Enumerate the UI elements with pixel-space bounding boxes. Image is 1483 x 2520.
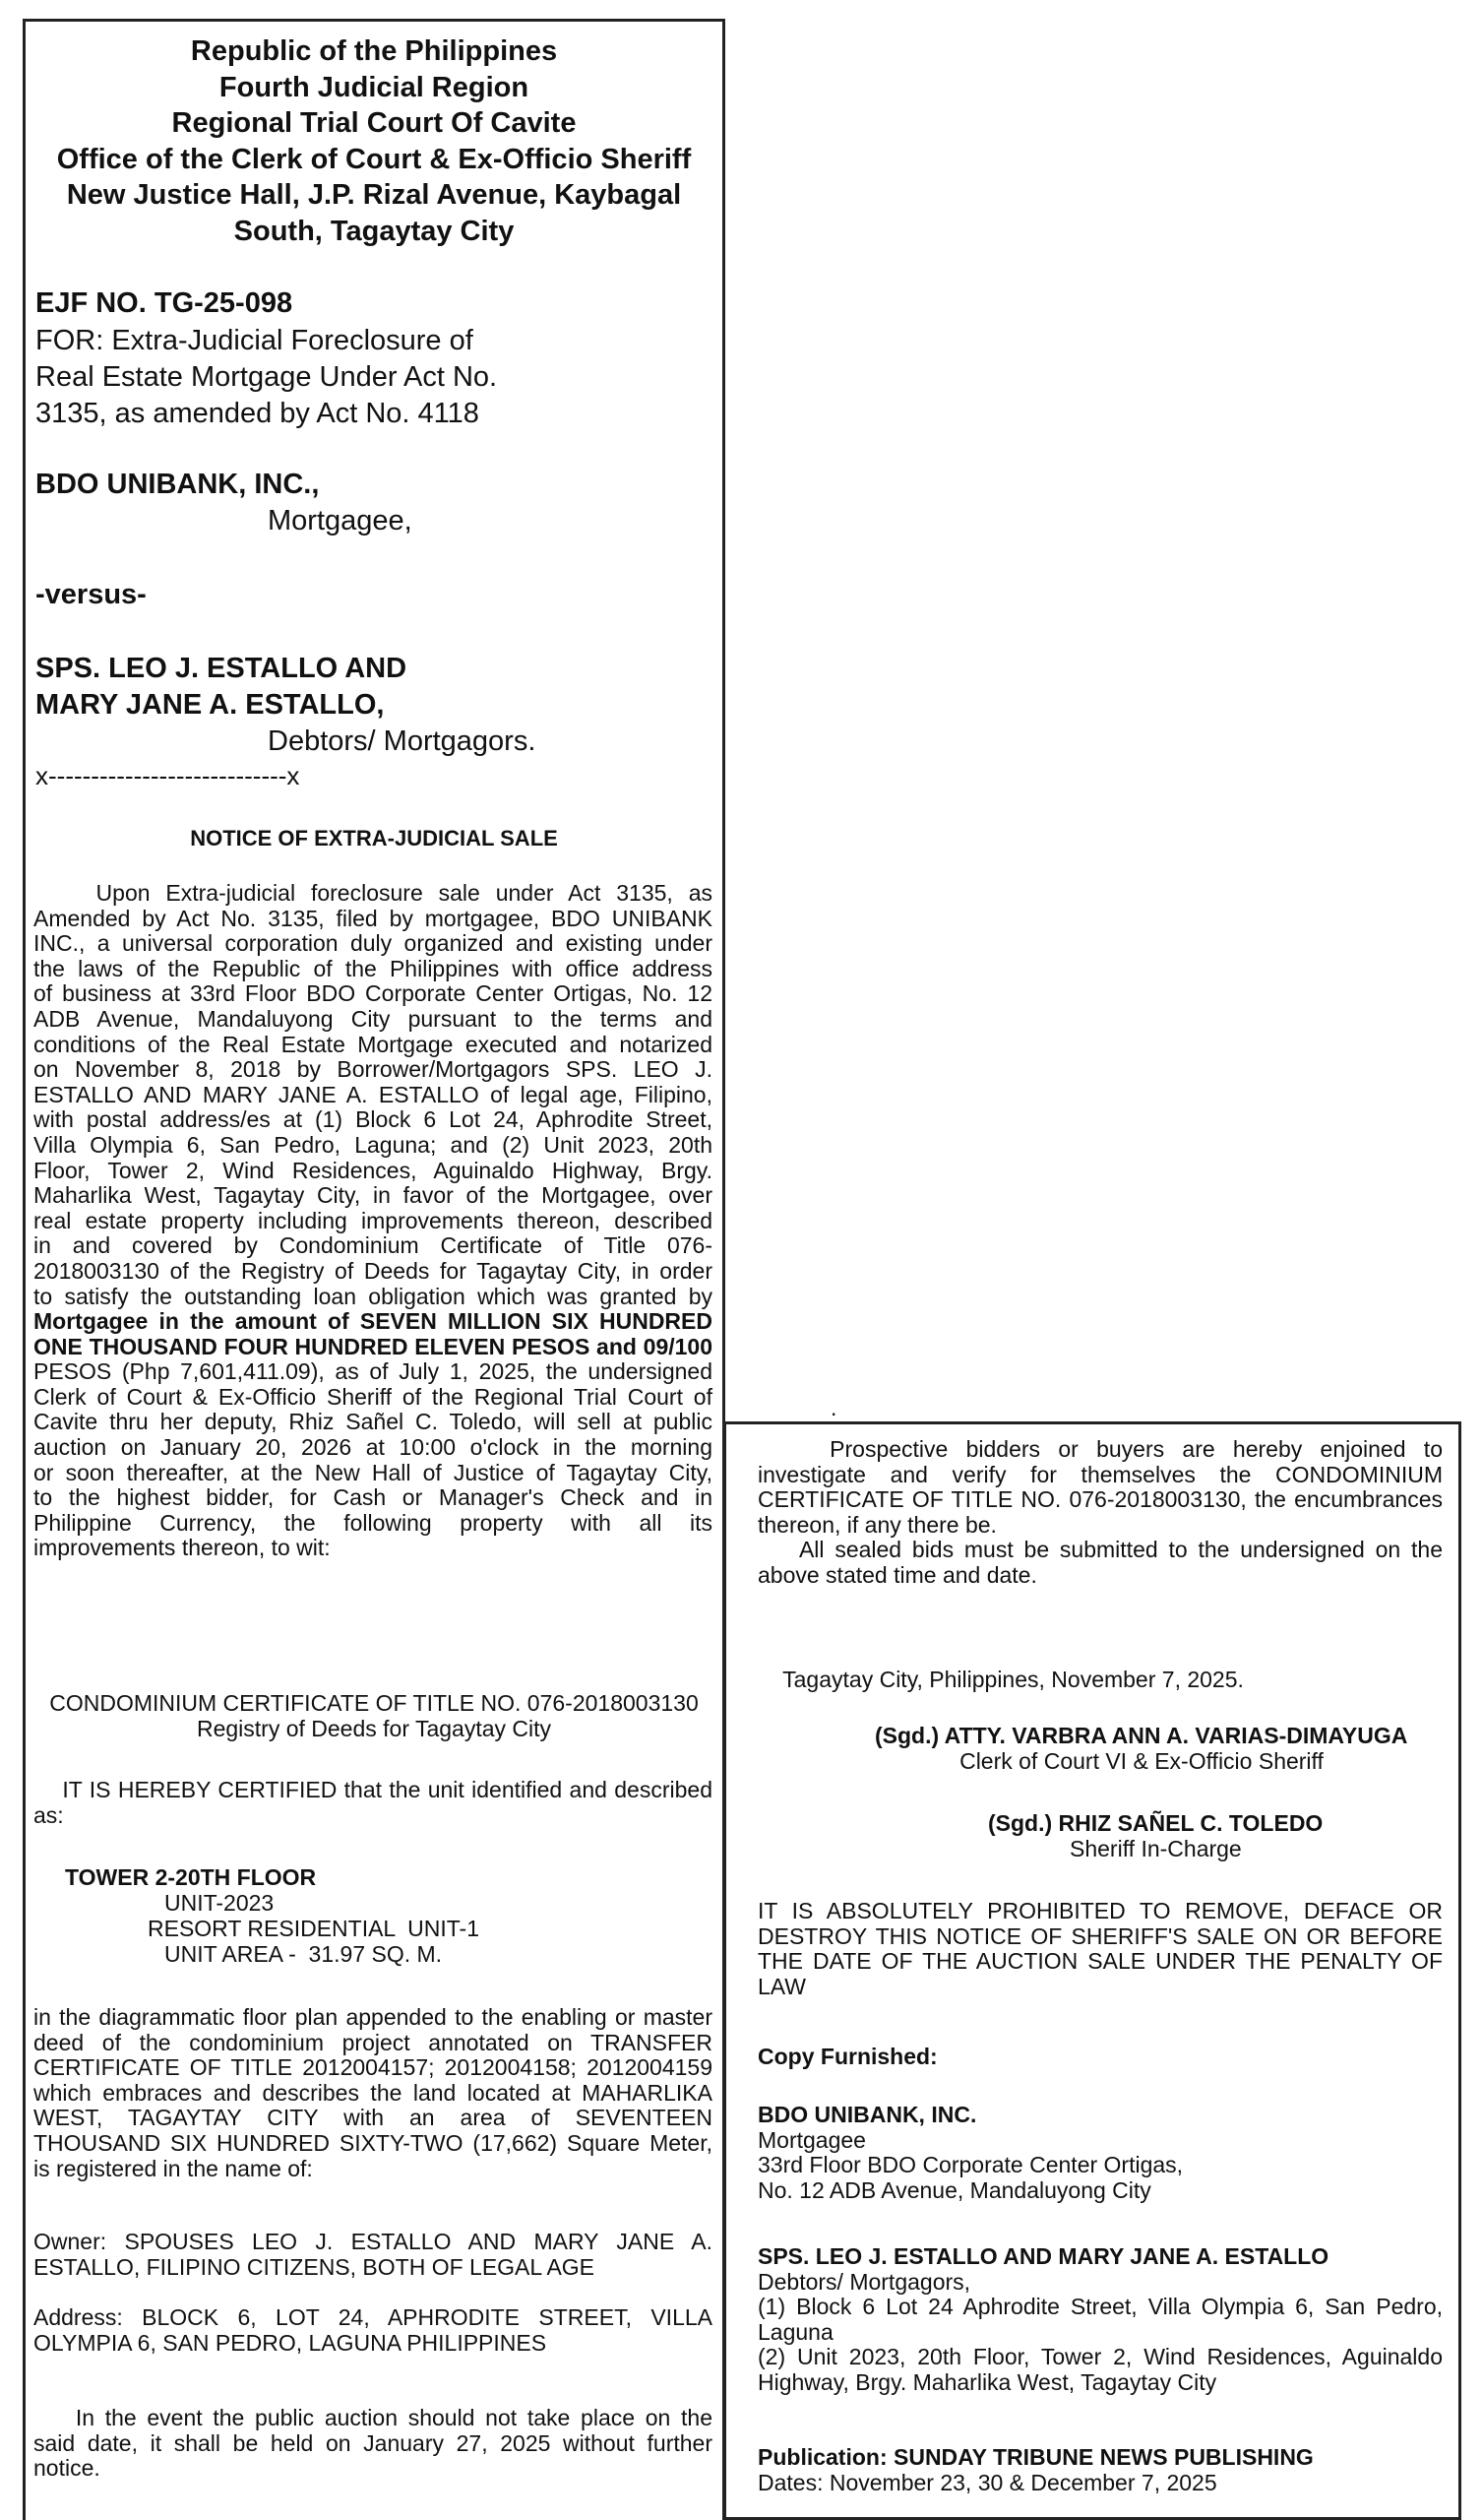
case-for-line-3: 3135, as amended by Act No. 4118 bbox=[35, 398, 479, 429]
paragraph-line: Mortgagee in the amount of SEVEN MILLION SIX HUNDRED bbox=[33, 1308, 712, 1335]
signatory-1-title: Clerk of Court VI & Ex-Officio Sheriff bbox=[959, 1748, 1324, 1774]
case-for-line-1: FOR: Extra-Judicial Foreclosure of bbox=[35, 325, 473, 356]
signatory-2-name: (Sgd.) RHIZ SAÑEL C. TOLEDO bbox=[988, 1810, 1324, 1836]
unit-area: UNIT AREA - 31.97 SQ. M. bbox=[164, 1941, 443, 1967]
header-line-1: Republic of the Philippines bbox=[190, 35, 558, 67]
paragraph-line: Amended by Act No. 3135, filed by mortgagee, BDO UNIBANK bbox=[33, 905, 712, 931]
stray-dot: . bbox=[831, 1395, 837, 1420]
paragraph-line: Maharlika West, Tagaytay City, in favor of the Mortgagee, over bbox=[33, 1182, 712, 1209]
paragraph-line: DESTROY THIS NOTICE OF SHERIFF'S SALE ON OR BEFORE bbox=[758, 1922, 1443, 1949]
paragraph-line: the laws of the Republic of the Philippines with office address bbox=[33, 955, 712, 981]
unit-type: RESORT RESIDENTIAL UNIT-1 bbox=[148, 1916, 479, 1941]
header-line-6: South, Tagaytay City bbox=[233, 216, 515, 247]
paragraph-line: All sealed bids must be submitted to the undersigned on the bbox=[758, 1537, 1443, 1562]
paragraph-line: LAW bbox=[758, 1973, 806, 1999]
paragraph-line: Highway, Brgy. Maharlika West, Tagaytay City bbox=[758, 2368, 1217, 2395]
notice-title: NOTICE OF EXTRA-JUDICIAL SALE bbox=[190, 826, 558, 850]
paragraph-line: real estate property including improvements thereon, described bbox=[33, 1207, 712, 1233]
paragraph-line: thereon, if any there be. bbox=[758, 1511, 997, 1538]
debtors-role: Debtors/ Mortgagors. bbox=[268, 725, 536, 757]
cct-line-2: Registry of Deeds for Tagaytay City bbox=[196, 1716, 552, 1741]
paragraph-line: Owner: SPOUSES LEO J. ESTALLO AND MARY JANE A. bbox=[33, 2229, 712, 2254]
paragraph-line: In the event the public auction should not take place on the bbox=[33, 2405, 712, 2430]
paragraph-line: as: bbox=[33, 1801, 64, 1828]
paragraph-line: CERTIFICATE OF TITLE NO. 076-2018003130, the encumbrances bbox=[758, 1486, 1443, 1513]
paragraph-line: No. 12 ADB Avenue, Mandaluyong City bbox=[758, 2176, 1151, 2203]
publication-line: Publication: SUNDAY TRIBUNE NEWS PUBLISHING bbox=[758, 2444, 1314, 2470]
paragraph-line: ADB Avenue, Mandaluyong City pursuant to the terms and bbox=[33, 1005, 712, 1032]
paragraph-line: Villa Olympia 6, San Pedro, Laguna; and (2) Unit 2023, 20th bbox=[33, 1131, 712, 1158]
paragraph-line: notice. bbox=[33, 2455, 100, 2482]
paragraph-line: on November 8, 2018 by Borrower/Mortgagors SPS. LEO J. bbox=[33, 1056, 712, 1083]
caption-separator: x----------------------------x bbox=[35, 761, 300, 790]
paragraph-line: IT IS HEREBY CERTIFIED that the unit identified and described bbox=[33, 1777, 712, 1802]
paragraph-line: Laguna bbox=[758, 2318, 834, 2345]
paragraph-line: deed of the condominium project annotated on TRANSFER bbox=[33, 2029, 712, 2055]
paragraph-line: with postal address/es at (1) Block 6 Lot 24, Aphrodite Street, bbox=[33, 1106, 712, 1133]
paragraph-line: THOUSAND SIX HUNDRED SIXTY-TWO (17,662) Square Meter, bbox=[33, 2129, 712, 2156]
cf-mortgagee-name: BDO UNIBANK, INC. bbox=[758, 2102, 977, 2127]
notice-paragraph-2 bbox=[33, 2005, 712, 2181]
publication-dates: Dates: November 23, 30 & December 7, 2025 bbox=[758, 2470, 1217, 2495]
case-for-line-2: Real Estate Mortgage Under Act No. bbox=[35, 361, 498, 393]
paragraph-line: or soon thereafter, at the New Hall of Justice of Tagaytay City, bbox=[33, 1459, 712, 1485]
owner-paragraph bbox=[33, 2230, 712, 2280]
paragraph-line: which embraces and describes the land located at MAHARLIKA bbox=[33, 2079, 712, 2106]
paragraph-line: ESTALLO AND MARY JANE A. ESTALLO of legal age, Filipino, bbox=[33, 1081, 712, 1107]
paragraph-line: conditions of the Real Estate Mortgage executed and notarized bbox=[33, 1031, 712, 1057]
paragraph-line: Cavite thru her deputy, Rhiz Sañel C. Toledo, will sell at public bbox=[33, 1409, 712, 1435]
paragraph-line: ONE THOUSAND FOUR HUNDRED ELEVEN PESOS and 09/100 bbox=[33, 1333, 712, 1359]
paragraph-line: above stated time and date. bbox=[758, 1561, 1037, 1588]
notice-paragraph-1 bbox=[33, 881, 712, 1561]
paragraph-line: Mortgagee bbox=[758, 2126, 866, 2153]
paragraph-line: Floor, Tower 2, Wind Residences, Aguinaldo Highway, Brgy. bbox=[33, 1157, 712, 1183]
paragraph-line: Philippine Currency, the following property with all its bbox=[33, 1509, 712, 1536]
header-line-5: New Justice Hall, J.P. Rizal Avenue, Kaybagal bbox=[66, 179, 682, 211]
paragraph-line: is registered in the name of: bbox=[33, 2155, 313, 2181]
warning-paragraph bbox=[758, 1899, 1443, 1999]
header-line-2: Fourth Judicial Region bbox=[218, 72, 529, 103]
unit-tower: TOWER 2-20TH FLOOR bbox=[65, 1864, 317, 1890]
paragraph-line: ESTALLO, FILIPINO CITIZENS, BOTH OF LEGAL AGE bbox=[33, 2253, 595, 2280]
notice-paragraph-3 bbox=[33, 2406, 712, 2482]
paragraph-line: Debtors/ Mortgagors, bbox=[758, 2268, 971, 2295]
right-paragraph-2 bbox=[758, 1538, 1443, 1588]
debtors-line-1: SPS. LEO J. ESTALLO AND bbox=[35, 653, 407, 684]
paragraph-line: to satisfy the outstanding loan obligation which was granted by bbox=[33, 1283, 712, 1309]
cf-debtors-name: SPS. LEO J. ESTALLO AND MARY JANE A. ESTALLO bbox=[758, 2243, 1329, 2269]
right-paragraph-1 bbox=[758, 1437, 1443, 1538]
copy-furnished-mortgagee bbox=[758, 2103, 1443, 2203]
paragraph-line: Address: BLOCK 6, LOT 24, APHRODITE STREET, VILLA bbox=[33, 2304, 712, 2330]
ejf-number: EJF NO. TG-25-098 bbox=[35, 287, 293, 319]
header-line-3: Regional Trial Court Of Cavite bbox=[171, 107, 577, 139]
paragraph-line: in the diagrammatic floor plan appended to the enabling or master bbox=[33, 2004, 712, 2030]
copy-furnished-debtors bbox=[758, 2244, 1443, 2396]
paragraph-line: Upon Extra-judicial foreclosure sale under Act 3135, as bbox=[33, 880, 712, 906]
paragraph-line: THE DATE OF THE AUCTION SALE UNDER THE PENALTY OF bbox=[758, 1948, 1443, 1975]
paragraph-line: (2) Unit 2023, 20th Floor, Tower 2, Wind Residences, Aguinaldo bbox=[758, 2344, 1443, 2370]
debtors-line-2: MARY JANE A. ESTALLO, bbox=[35, 689, 385, 721]
place-and-date: Tagaytay City, Philippines, November 7, 2025. bbox=[758, 1667, 1244, 1692]
paragraph-line: Clerk of Court & Ex-Officio Sheriff of the Regional Trial Court of bbox=[33, 1383, 712, 1410]
paragraph-line: auction on January 20, 2026 at 10:00 o'clock in the morning bbox=[33, 1434, 712, 1461]
signatory-1-name: (Sgd.) ATTY. VARBRA ANN A. VARIAS-DIMAYUGA bbox=[875, 1723, 1408, 1748]
signatory-2-title: Sheriff In-Charge bbox=[1070, 1836, 1242, 1861]
paragraph-line: of business at 33rd Floor BDO Corporate Center Ortigas, No. 12 bbox=[33, 980, 712, 1007]
paragraph-line: improvements thereon, to wit: bbox=[33, 1535, 331, 1561]
mortgagee-role: Mortgagee, bbox=[268, 505, 412, 536]
paragraph-line: said date, it shall be held on January 27, 2025 without further bbox=[33, 2429, 712, 2456]
versus-label: -versus- bbox=[35, 579, 147, 610]
paragraph-line: Prospective bidders or buyers are hereby enjoined to bbox=[758, 1436, 1443, 1462]
certified-paragraph bbox=[33, 1778, 712, 1828]
mortgagee-name: BDO UNIBANK, INC., bbox=[35, 469, 320, 500]
paragraph-line: 33rd Floor BDO Corporate Center Ortigas, bbox=[758, 2152, 1184, 2178]
cct-line-1: CONDOMINIUM CERTIFICATE OF TITLE NO. 076-2018003130 bbox=[49, 1690, 699, 1716]
paragraph-line: INC., a universal corporation duly organized and existing under bbox=[33, 930, 712, 957]
paragraph-line: in and covered by Condominium Certificate of Title 076- bbox=[33, 1232, 712, 1259]
paragraph-line: OLYMPIA 6, SAN PEDRO, LAGUNA PHILIPPINES bbox=[33, 2329, 547, 2356]
paragraph-line: to the highest bidder, for Cash or Manager's Check and in bbox=[33, 1484, 712, 1511]
paragraph-line: investigate and verify for themselves the CONDOMINIUM bbox=[758, 1461, 1443, 1487]
unit-number: UNIT-2023 bbox=[164, 1890, 275, 1916]
paragraph-line: WEST, TAGAYTAY CITY with an area of SEVENTEEN bbox=[33, 2105, 712, 2131]
paragraph-line: CERTIFICATE OF TITLE 2012004157; 2012004158; 2012004159 bbox=[33, 2054, 712, 2081]
header-line-4: Office of the Clerk of Court & Ex-Officio Sheriff bbox=[56, 144, 692, 175]
paragraph-line: IT IS ABSOLUTELY PROHIBITED TO REMOVE, DEFACE OR bbox=[758, 1898, 1443, 1923]
address-paragraph bbox=[33, 2305, 712, 2356]
paragraph-line: PESOS (Php 7,601,411.09), as of July 1, 2025, the undersigned bbox=[33, 1358, 712, 1385]
copy-furnished-label: Copy Furnished: bbox=[758, 2044, 938, 2069]
paragraph-line: 2018003130 of the Registry of Deeds for Tagaytay City, in order bbox=[33, 1257, 712, 1284]
paragraph-line: (1) Block 6 Lot 24 Aphrodite Street, Villa Olympia 6, San Pedro, bbox=[758, 2294, 1443, 2320]
